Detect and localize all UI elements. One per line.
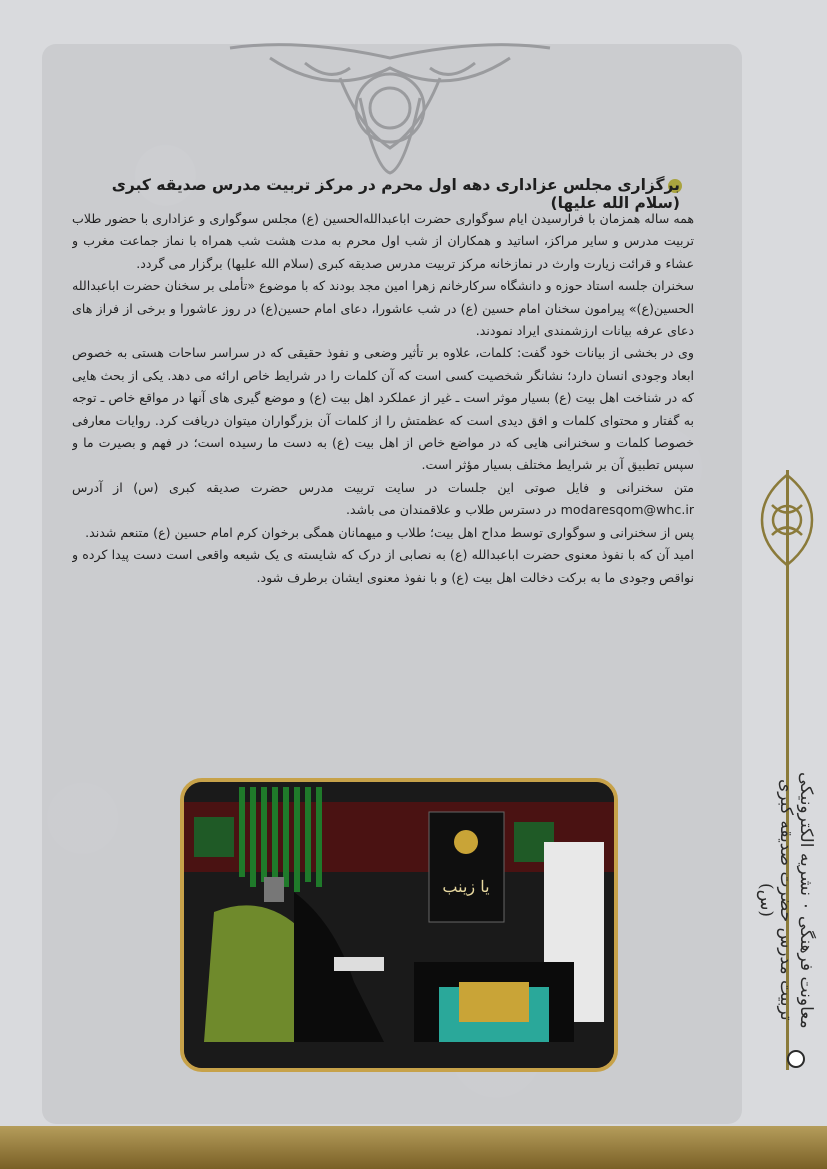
ceremony-photo	[180, 778, 618, 1072]
article-paragraph-4: متن سخنرانی و فایل صوتی این جلسات در سایت تربیت مدرس حضرت صدیقه کبری (س) از آدرس modaresqom@whc.ir در دسترس طلاب و علاقمندان می باشد.	[72, 479, 694, 518]
article-paragraph-1: همه ساله همزمان با فرارسیدن ایام سوگواری حضرت اباعبدالله‌الحسین (ع) مجلس سوگواری و عزاداری با حضور طلاب تربیت مدرس و سایر مراکز، اساتید و همکاران از شب اول محرم به مدت هشت شب همراه با نماز جماعت مغرب و عشاء و قرائت زیارت وارث در نمازخانه مرکز تربیت مدرس صدیقه کبری (سلام الله علیها) برگزار می گردد.	[72, 211, 694, 271]
side-caption: معاونت فرهنگی ۰ نشریه الکترونیکی تربیت مدرس حضرت صدیقه کبری (س)	[756, 771, 816, 1029]
ceremony-photo-illustration	[184, 782, 614, 1068]
article-paragraph-6: امید آن که با نفوذ معنوی حضرت اباعبدالله (ع) به نصابی از درک که شایسته ی یک شیعه واقعی است دست پیدا کرده و نواقص وجودی ما به برکت دخالت اهل بیت (ع) و با نفوذ معنوی ایشان برطرف شود.	[72, 547, 694, 585]
side-ornament-icon	[752, 470, 822, 570]
footer-band	[0, 1126, 827, 1169]
top-ornament-icon	[210, 38, 570, 178]
side-bullet-icon	[787, 1050, 805, 1068]
article-paragraph-2: سخنران جلسه استاد حوزه و دانشگاه سرکارخانم زهرا امین مجد بودند که با موضوع «تأملی بر سخنان حضرت اباعبدالله الحسین(ع)» پیرامون سخنان امام حسین (ع) در شب عاشورا، دعای امام حسین(ع) در روز عاشورا و برخی از فراز های دعای عرفه بیانات ارزشمندی ایراد نمودند.	[72, 278, 694, 339]
article-paragraph-3: وی در بخشی از بیانات خود گفت: کلمات، علاوه بر تأثیر وضعی و نفوذ حقیقی که در سراسر ساحات هستی به خصوص ابعاد وجودی انسان دارد؛ نشانگر شخصیت کسی است که آن کلمات را در شرایط خاص ارائه می دهد. یکی از بحث هایی که در شناخت اهل بیت (ع) بسیار موثر است ـ غیر از عملکرد اهل بیت (ع) و موضع گیری های آنها در مواقع خاص ـ توجه به گفتار و محتوای کلمات و افق دیدی است که عظمتش را از کلمات آن بزرگواران میتوان دریافت کرد. روایات معارفی خصوصا کلمات و سخنرانی هایی که در مواضع خاص از اهل بیت (ع) به دست ما رسیده است؛ در فهم و بصیرت ما و سپس تطبیق آن بر شرایط مختلف بسیار مؤثر است.	[72, 345, 694, 473]
article-body	[72, 208, 694, 748]
photo-banner-text: یا زینب	[442, 877, 490, 896]
article-heading: برگزاری مجلس عزاداری دهه اول محرم در مرکز تربیت مدرس صدیقه کبری (سلام الله علیها)	[111, 176, 680, 212]
article-paragraph-5: پس از سخنرانی و سوگواری توسط مداح اهل بیت؛ طلاب و میهمانان همگی برخوان کرم امام حسین (ع) متنعم شدند.	[85, 524, 694, 540]
